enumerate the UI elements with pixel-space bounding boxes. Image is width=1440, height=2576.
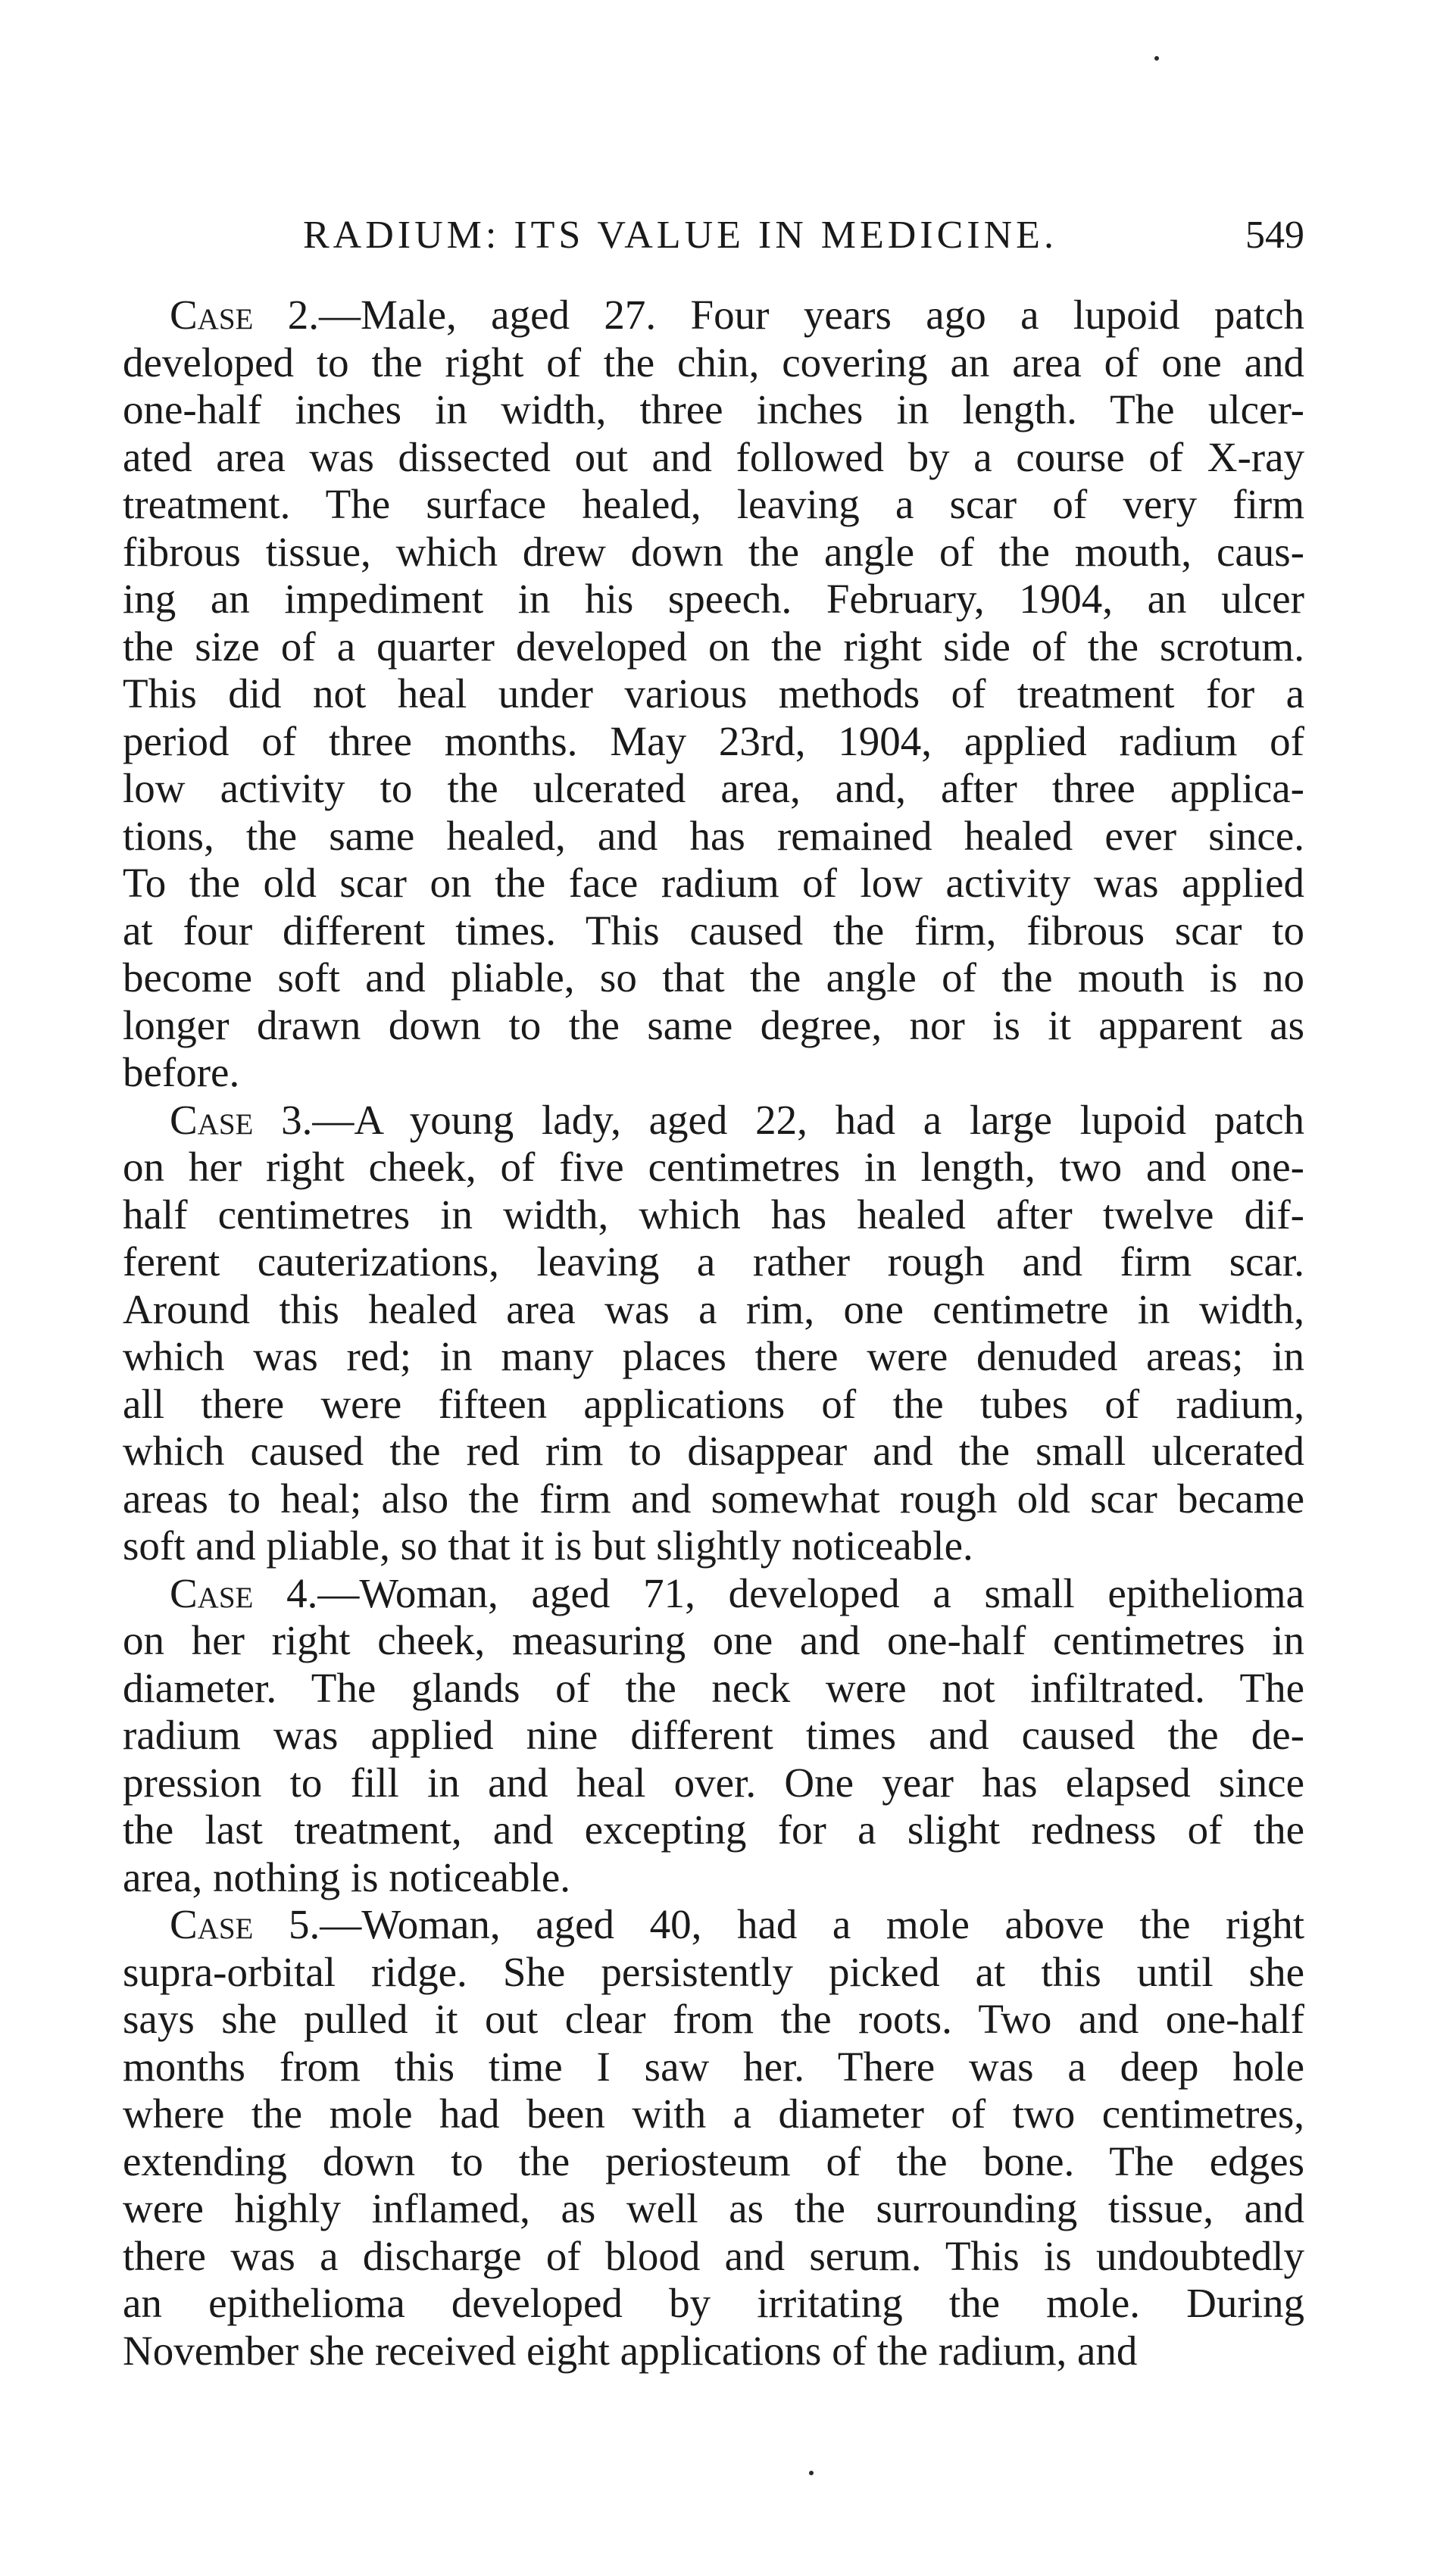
- text-line: [123, 434, 1304, 482]
- text-line: [123, 1665, 1304, 1713]
- text-line: [123, 1286, 1304, 1334]
- line-text: period of three months. May 23rd, 1904, applied radium of: [123, 717, 1304, 764]
- text-line: [123, 623, 1304, 671]
- line-text: longer drawn down to the same degree, nor is it apparent as: [123, 1001, 1304, 1048]
- text-line: [123, 670, 1304, 718]
- line-text: says she pulled it out clear from the roots. Two and one-half: [123, 1996, 1304, 2042]
- text-line: [123, 860, 1304, 907]
- line-text: This did not heal under various methods of treatment for a: [123, 670, 1304, 717]
- paragraph-first-line: [123, 292, 1304, 339]
- line-text: ferent cauterizations, leaving a rather rough and firm scar.: [123, 1238, 1304, 1285]
- text-line: [123, 765, 1304, 813]
- line-text: areas to heal; also the firm and somewhat rough old scar became: [123, 1475, 1304, 1522]
- line-text: ated area was dissected out and followed by a course of X-ray: [123, 433, 1304, 480]
- text-line: [123, 529, 1304, 576]
- text-line: [123, 1617, 1304, 1665]
- body-text: [123, 292, 1304, 2375]
- line-text: diameter. The glands of the neck were not infiltrated. The: [123, 1664, 1304, 1711]
- line-text: before.: [123, 1049, 240, 1095]
- text-line: [123, 1522, 1304, 1570]
- text-line: [123, 2138, 1304, 2186]
- text-line: [123, 339, 1304, 387]
- text-line: [123, 1854, 1304, 1902]
- text-line: [123, 1949, 1304, 1997]
- line-text: supra-orbital ridge. She persistently picked at this until she: [123, 1948, 1304, 1995]
- text-line: [123, 1428, 1304, 1475]
- text-line: [123, 1759, 1304, 1807]
- text-line: [123, 813, 1304, 860]
- text-line: [123, 2090, 1304, 2138]
- line-text: where the mole had been with a diameter of two centimetres,: [123, 2090, 1304, 2137]
- line-text: extending down to the periosteum of the bone. The edges: [123, 2137, 1304, 2184]
- line-text: months from this time I saw her. There was a deep hole: [123, 2043, 1304, 2090]
- line-text: which was red; in many places there were denuded areas; in: [123, 1333, 1304, 1379]
- text-line: [123, 1333, 1304, 1381]
- case-label: Case: [170, 1901, 254, 1947]
- line-text: radium was applied nine different times and caused the de-: [123, 1712, 1304, 1758]
- paragraph-first-line: [123, 1570, 1304, 1618]
- paragraph-first-line: [123, 1097, 1304, 1144]
- line-text: an epithelioma developed by irritating the mole. During: [123, 2280, 1304, 2326]
- line-text: treatment. The surface healed, leaving a scar of very firm: [123, 481, 1304, 527]
- line-text: area, nothing is noticeable.: [123, 1853, 571, 1900]
- line-text: low activity to the ulcerated area, and, after three applica-: [123, 765, 1304, 811]
- text-line: [123, 2233, 1304, 2281]
- line-text: on her right cheek, of five centimetres in length, two and one-: [123, 1144, 1304, 1190]
- line-text: 5.—Woman, aged 40, had a mole above the right: [253, 1901, 1304, 1947]
- line-text: all there were fifteen applications of the tubes of radium,: [123, 1380, 1304, 1427]
- line-text: Around this healed area was a rim, one centimetre in width,: [123, 1285, 1304, 1332]
- running-header: [123, 209, 1304, 262]
- text-line: [123, 1381, 1304, 1429]
- text-line: [123, 718, 1304, 766]
- case-label: Case: [170, 1569, 254, 1616]
- text-line: [123, 2044, 1304, 2091]
- line-text: one-half inches in width, three inches in length. The ulcer-: [123, 386, 1304, 432]
- text-line: [123, 1712, 1304, 1759]
- line-text: which caused the red rim to disappear and the small ulcerated: [123, 1428, 1304, 1474]
- text-line: [123, 2328, 1304, 2375]
- line-text: developed to the right of the chin, covering an area of one and: [123, 339, 1304, 386]
- paragraph-first-line: [123, 1901, 1304, 1949]
- line-text: 4.—Woman, aged 71, developed a small epithelioma: [253, 1569, 1304, 1616]
- text-line: [123, 1049, 1304, 1097]
- text-line: [123, 481, 1304, 529]
- line-text: tions, the same healed, and has remained healed ever since.: [123, 812, 1304, 859]
- case-label: Case: [170, 1096, 254, 1143]
- text-line: [123, 1238, 1304, 1286]
- line-text: November she received eight applications of the radium, and: [123, 2327, 1138, 2374]
- text-line: [123, 1806, 1304, 1854]
- text-line: [123, 576, 1304, 623]
- text-line: [123, 1144, 1304, 1191]
- line-text: were highly inflamed, as well as the surrounding tissue, and: [123, 2185, 1304, 2231]
- line-text: pression to fill in and heal over. One year has elapsed since: [123, 1759, 1304, 1806]
- text-line: [123, 386, 1304, 434]
- text-line: [123, 907, 1304, 955]
- text-line: [123, 1996, 1304, 2044]
- line-text: at four different times. This caused the firm, fibrous scar to: [123, 907, 1304, 954]
- text-line: [123, 1475, 1304, 1523]
- line-text: the size of a quarter developed on the right side of the scrotum.: [123, 623, 1304, 670]
- ink-speck-top: [1154, 56, 1159, 61]
- line-text: on her right cheek, measuring one and one-half centimetres in: [123, 1617, 1304, 1663]
- line-text: 3.—A young lady, aged 22, had a large lupoid patch: [253, 1096, 1304, 1143]
- line-text: fibrous tissue, which drew down the angle of the mouth, caus-: [123, 528, 1304, 575]
- text-line: [123, 1191, 1304, 1239]
- line-text: there was a discharge of blood and serum. This is undoubtedly: [123, 2232, 1304, 2279]
- line-text: become soft and pliable, so that the angle of the mouth is no: [123, 954, 1304, 1001]
- line-text: half centimetres in width, which has healed after twelve dif-: [123, 1191, 1304, 1238]
- text-line: [123, 954, 1304, 1002]
- text-line: [123, 2185, 1304, 2233]
- line-text: soft and pliable, so that it is but slightly noticeable.: [123, 1522, 973, 1569]
- line-text: the last treatment, and excepting for a slight redness of the: [123, 1806, 1304, 1853]
- text-line: [123, 1002, 1304, 1050]
- page-number: 549: [1245, 214, 1304, 257]
- running-title: RADIUM: ITS VALUE IN MEDICINE.: [303, 214, 1057, 257]
- case-label: Case: [170, 292, 254, 338]
- line-text: To the old scar on the face radium of low activity was applied: [123, 860, 1304, 906]
- line-text: 2.—Male, aged 27. Four years ago a lupoid patch: [253, 292, 1304, 338]
- text-line: [123, 2280, 1304, 2328]
- line-text: ing an impediment in his speech. February, 1904, an ulcer: [123, 576, 1304, 622]
- ink-speck-bottom: [809, 2471, 814, 2475]
